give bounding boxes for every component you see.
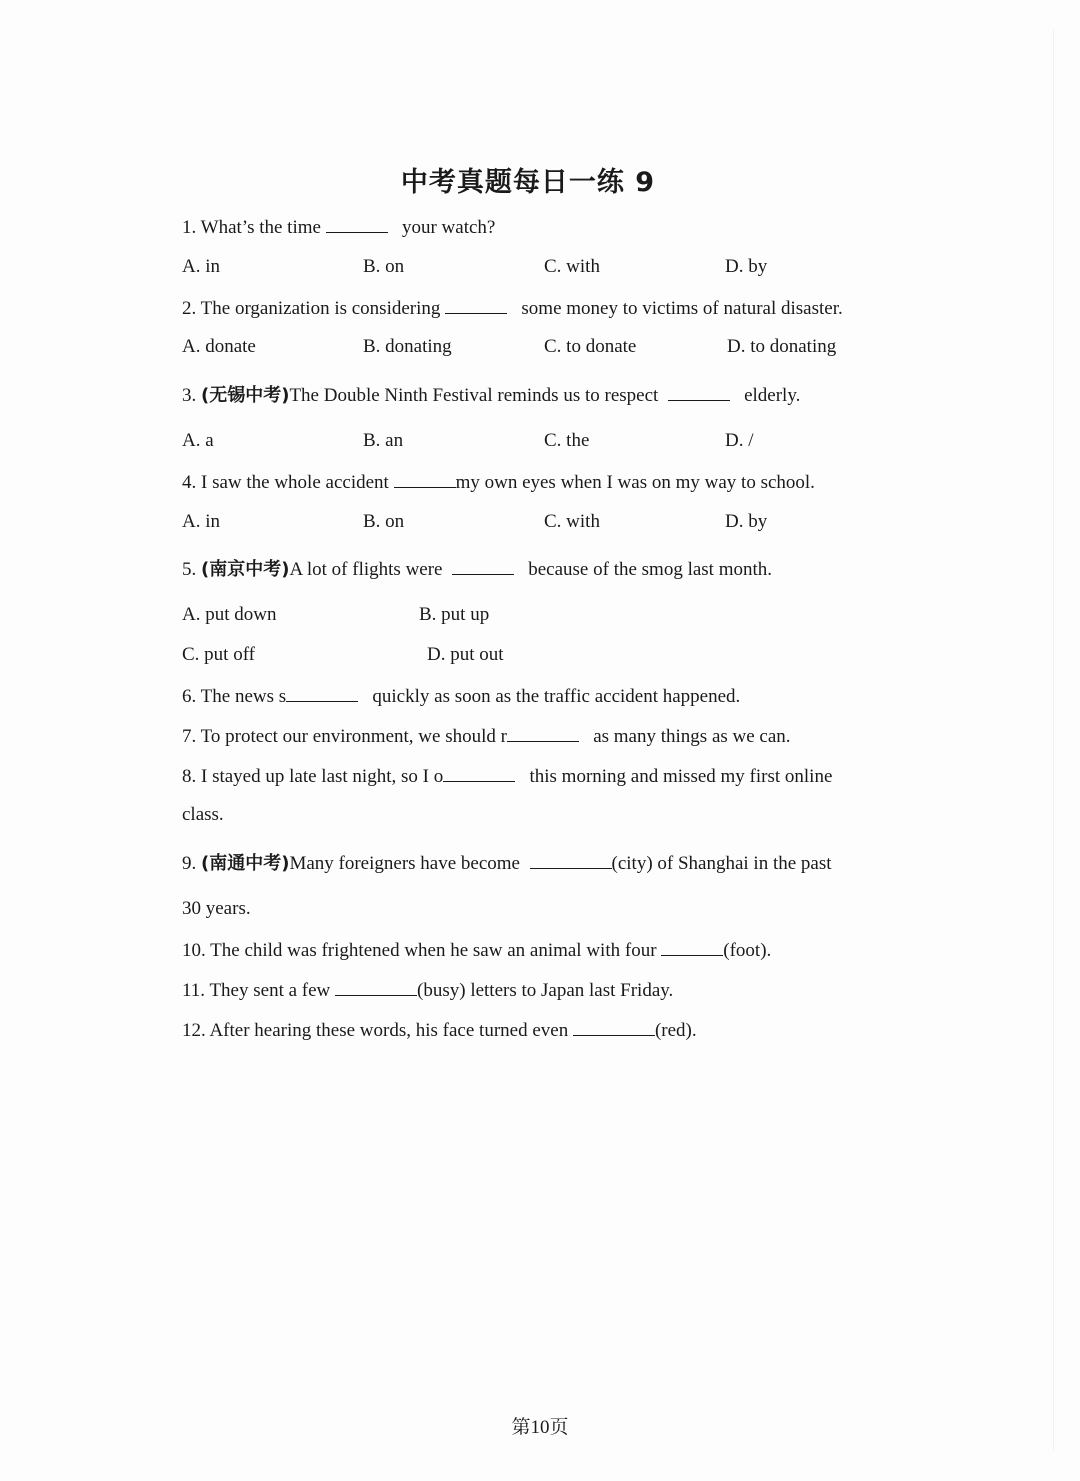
question-number: 9. [182,853,201,874]
question-8 [182,763,832,789]
answer-blank [530,850,612,869]
answer-blank [286,683,358,702]
question-text: 2. The organization is considering [182,298,446,319]
question-text: A lot of flights were [289,559,448,580]
question-text: (city) of Shanghai in the past [611,853,832,874]
question-text: 6. The news s [182,686,287,707]
question-4 [182,469,815,495]
option-c: C. the [544,430,590,451]
question-12 [182,1017,697,1043]
question-text: as many things as we can. [593,726,791,747]
answer-blank [326,214,388,233]
question-10 [182,937,771,963]
answer-blank [573,1017,655,1036]
question-text: 8. I stayed up late last night, so I o [182,766,444,787]
option-a: A. in [182,511,220,532]
option-b: B. on [363,511,405,532]
page-number: 第10页 [511,1417,569,1438]
question-text: because of the smog last month. [528,559,773,580]
option-b: B. donating [363,336,452,357]
question-text: 4. I saw the whole accident [182,472,394,493]
question-text: (busy) letters to Japan last Friday. [417,980,674,1001]
question-7 [182,723,791,749]
question-11 [182,977,673,1003]
question-6 [182,683,740,709]
question-text: quickly as soon as the traffic accident happened. [372,686,741,707]
question-text: 12. After hearing these words, his face turned even [182,1020,573,1041]
option-d: D. by [725,256,768,277]
question-text: your watch? [401,217,496,238]
question-text: 1. What’s the time [182,217,326,238]
question-1 [182,214,495,240]
question-text: 11. They sent a few [182,980,336,1001]
question-9 [182,850,832,876]
question-text: this morning and missed my first online [529,766,833,787]
question-8-continued: class. [182,804,224,825]
answer-blank [443,763,515,782]
option-a: A. a [182,430,214,451]
option-d: D. / [725,430,754,451]
answer-blank [661,937,723,956]
question-text: some money to victims of natural disaster. [521,298,843,319]
option-a: A. donate [182,336,256,357]
question-number: 5. [182,559,201,580]
answer-blank [668,382,730,401]
question-text: Many foreigners have become [289,853,525,874]
question-text: The Double Ninth Festival reminds us to respect [289,385,664,406]
question-text: 7. To protect our environment, we should r [182,726,507,747]
question-text: elderly. [744,385,801,406]
option-c: C. with [544,511,600,532]
question-text: (foot). [723,940,772,961]
option-b: B. an [363,430,404,451]
question-2 [182,295,843,321]
exam-source-tag: (南京中考) [201,559,290,580]
option-b: B. put up [419,604,490,625]
option-b: B. on [363,256,405,277]
question-9-continued: 30 years. [182,898,251,919]
option-c: C. put off [182,644,256,665]
option-d: D. put out [427,644,504,665]
exam-source-tag: (无锡中考) [201,385,290,406]
option-d: D. to donating [727,336,837,357]
page-edge-shadow [1053,30,1054,1450]
option-d: D. by [725,511,768,532]
question-text: 10. The child was frightened when he saw an animal with four [182,940,662,961]
option-c: C. with [544,256,600,277]
question-text: (red). [654,1020,697,1041]
answer-blank [452,556,514,575]
question-text: my own eyes when I was on my way to school. [455,472,815,493]
answer-blank [394,469,456,488]
question-3 [182,382,800,408]
exam-source-tag: (南通中考) [201,853,290,874]
answer-blank [445,295,507,314]
option-c: C. to donate [544,336,637,357]
answer-blank [507,723,579,742]
question-number: 3. [182,385,201,406]
question-5 [182,556,772,582]
option-a: A. in [182,256,220,277]
answer-blank [335,977,417,996]
option-a: A. put down [182,604,277,625]
page-title: 中考真题每日一练 9 [400,167,656,198]
